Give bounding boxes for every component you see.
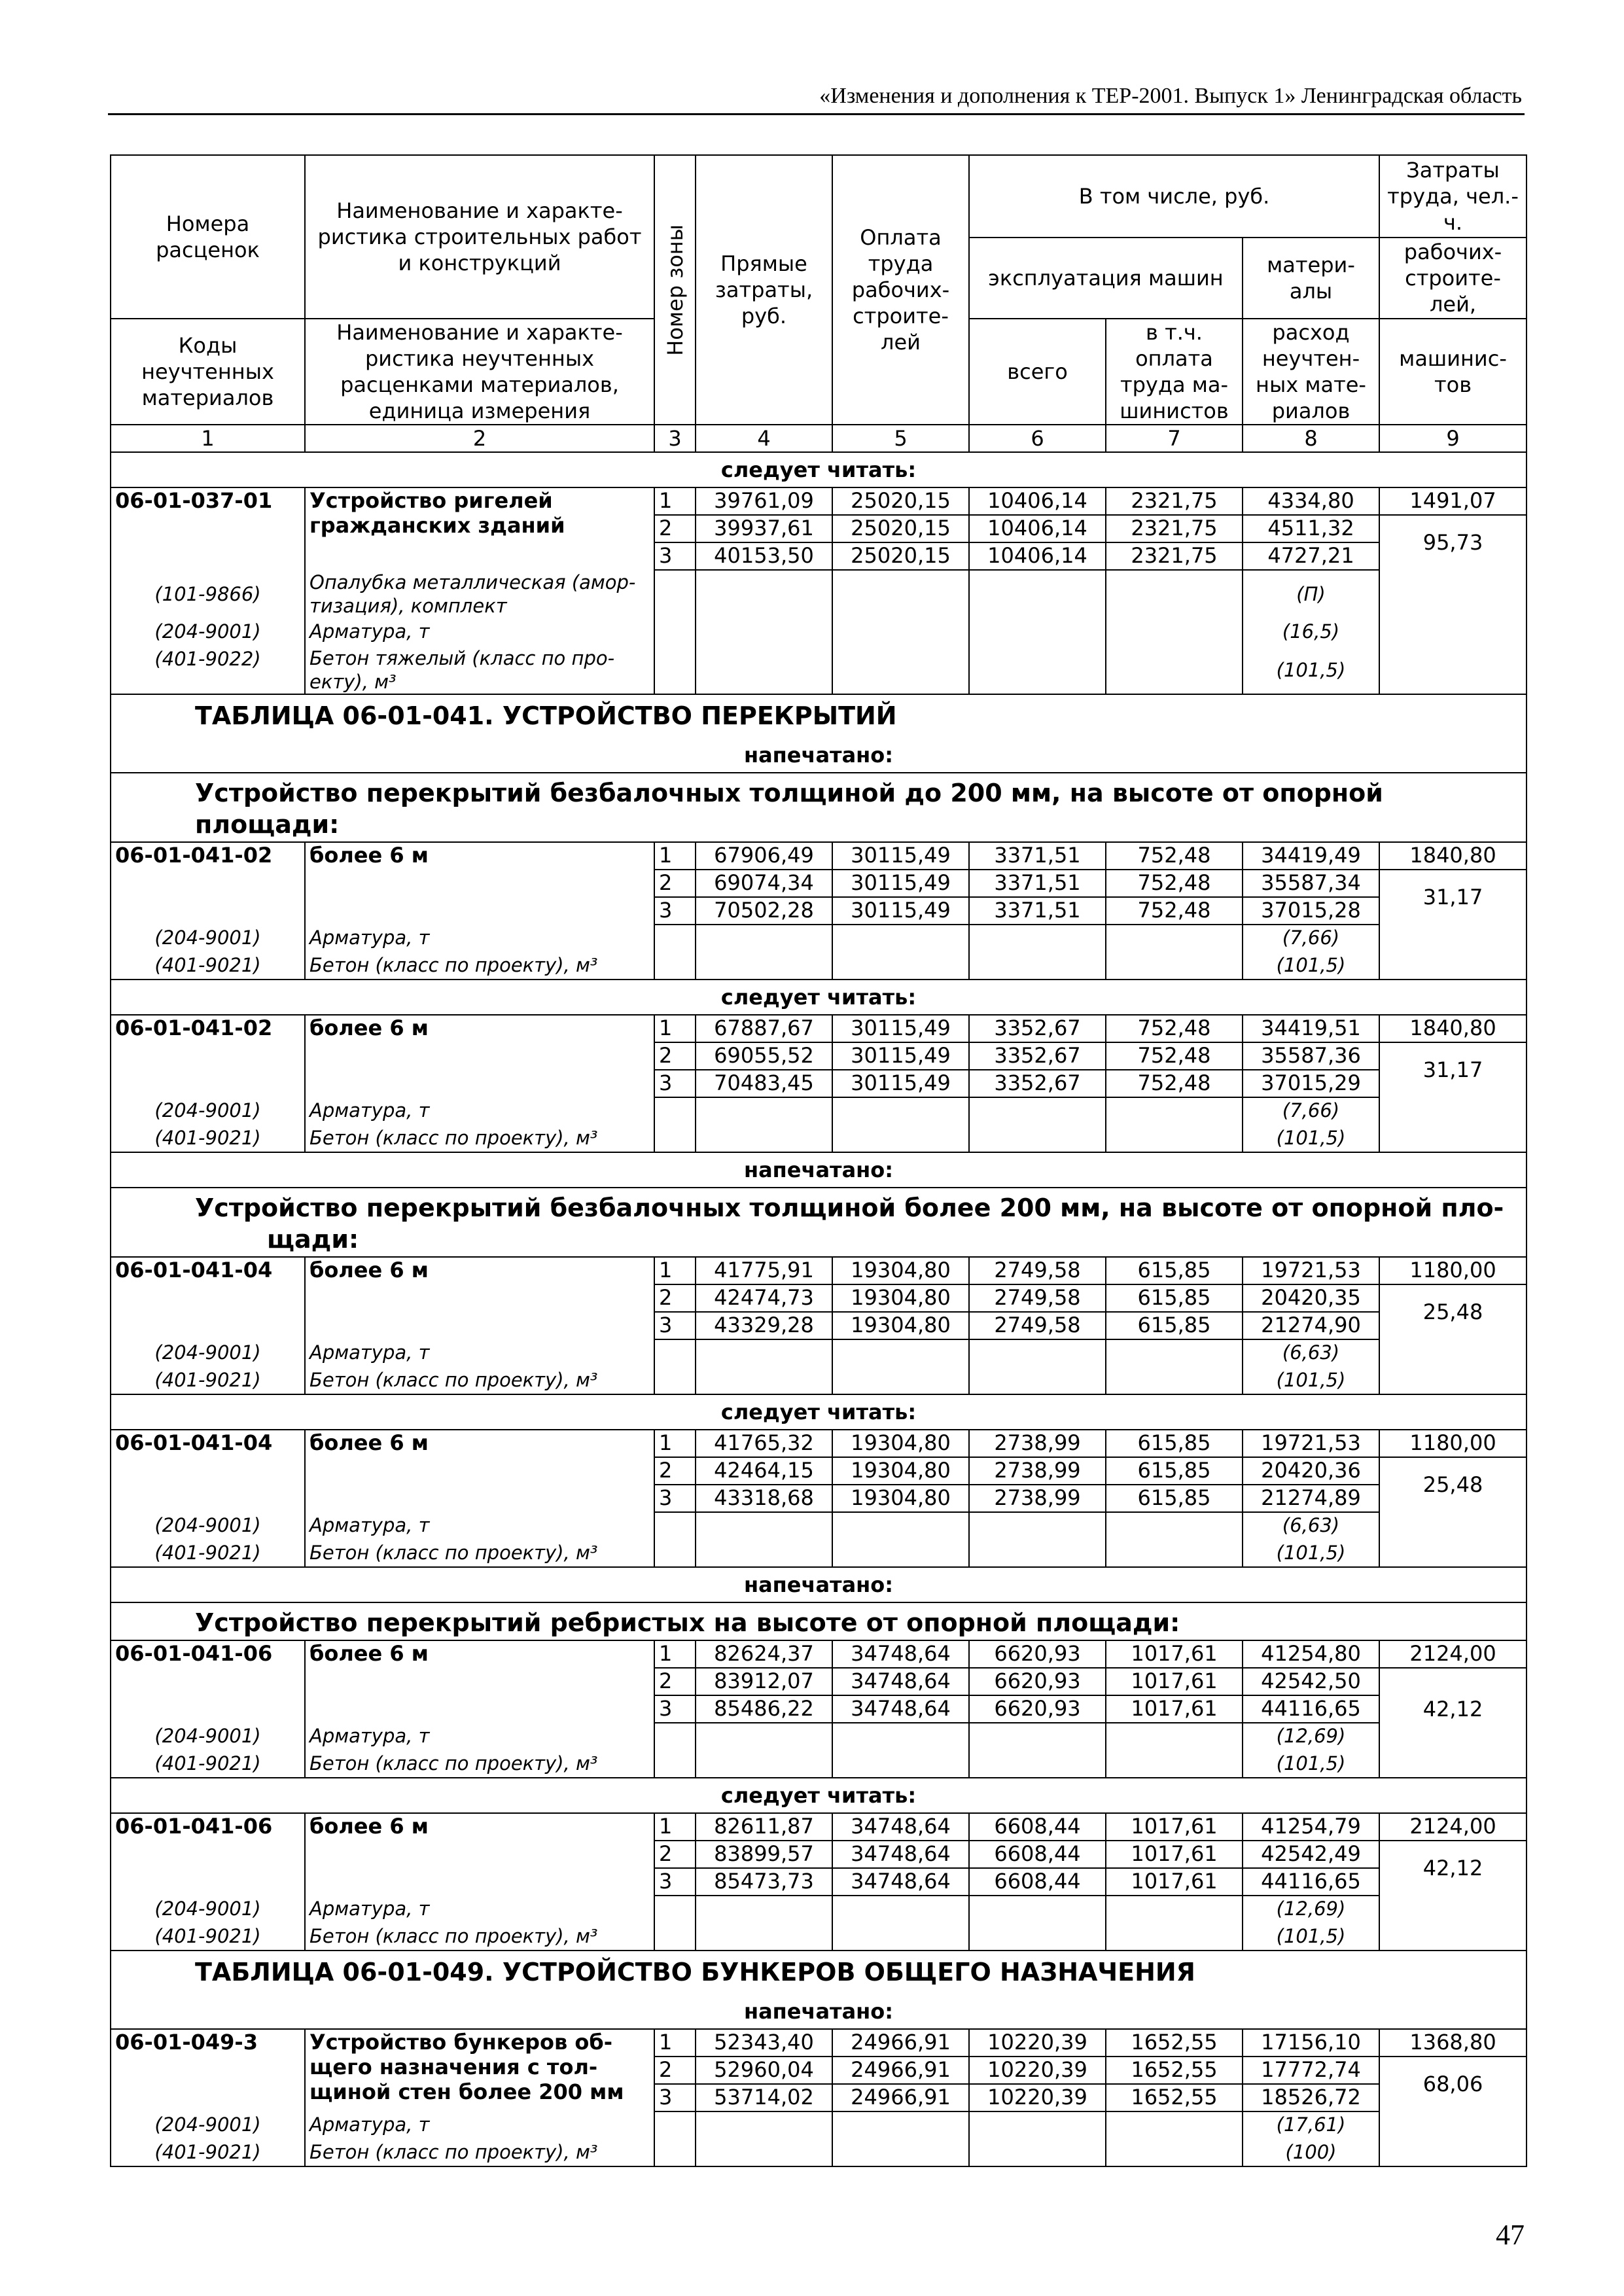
- material-name: Бетон (класс по проекту), м³: [305, 1923, 654, 1951]
- materials: 18526,72: [1243, 2084, 1379, 2111]
- col-header-labour: Затраты труда, чел.-ч.: [1379, 155, 1527, 238]
- wages: 25020,15: [832, 487, 969, 515]
- material-qty: (100): [1243, 2139, 1379, 2166]
- rate-name: более 6 м: [305, 842, 654, 870]
- table-title: ТАБЛИЦА 06-01-049. УСТРОЙСТВО БУНКЕРОВ ОБЩЕГО НАЗНАЧЕНИЯ: [111, 1951, 1527, 1994]
- zone: 2: [654, 1042, 696, 1070]
- operators-pay: 2321,75: [1106, 542, 1243, 570]
- zone: 2: [654, 1668, 696, 1695]
- wages: 19304,80: [832, 1284, 969, 1312]
- materials: 19721,53: [1243, 1257, 1379, 1284]
- rate-name-line: щего назначения с тол-: [309, 2055, 598, 2079]
- material-qty: (101,5): [1243, 646, 1379, 694]
- direct-cost: 83899,57: [696, 1841, 832, 1868]
- caption-printed: напечатано:: [111, 1567, 1527, 1602]
- labour-operators: 31,17: [1379, 870, 1527, 925]
- rate-code: 06-01-041-04: [111, 1430, 305, 1457]
- material-qty: (6,63): [1243, 1339, 1379, 1367]
- zone: 3: [654, 1485, 696, 1512]
- rate-code: 06-01-041-02: [111, 842, 305, 870]
- labour-operators: 68,06: [1379, 2057, 1527, 2111]
- operators-pay: 615,85: [1106, 1284, 1243, 1312]
- material-name: Бетон (класс по проекту), м³: [305, 1125, 654, 1152]
- wages: 19304,80: [832, 1430, 969, 1457]
- zone: 1: [654, 842, 696, 870]
- section-title-line: Устройство перекрытий безбалочных толщиной более 200 мм, на высоте от опорной пло-: [195, 1193, 1504, 1222]
- caption-read-as: следует читать:: [111, 1778, 1527, 1813]
- direct-cost: 83912,07: [696, 1668, 832, 1695]
- machines: 6620,93: [969, 1668, 1106, 1695]
- material-name-line: Бетон тяжелый (класс по про-: [309, 647, 615, 669]
- direct-cost: 67887,67: [696, 1015, 832, 1042]
- operators-pay: 2321,75: [1106, 487, 1243, 515]
- operators-pay: 752,48: [1106, 1015, 1243, 1042]
- machines: 3352,67: [969, 1042, 1106, 1070]
- col-header-including: В том числе, руб.: [969, 155, 1379, 238]
- machines: 3371,51: [969, 897, 1106, 925]
- material-name: Бетон (класс по проекту), м³: [305, 1750, 654, 1778]
- wages: 24966,91: [832, 2084, 969, 2111]
- material-qty: (16,5): [1243, 618, 1379, 646]
- materials: 4727,21: [1243, 542, 1379, 570]
- rate-code: 06-01-041-06: [111, 1813, 305, 1841]
- caption-printed: напечатано:: [111, 737, 1527, 773]
- labour-workers: 2124,00: [1379, 1640, 1527, 1668]
- direct-cost: 42464,15: [696, 1457, 832, 1485]
- material-qty: (12,69): [1243, 1896, 1379, 1923]
- labour-workers: 1840,80: [1379, 1015, 1527, 1042]
- caption-read-as: следует читать:: [111, 980, 1527, 1015]
- material-code: (401-9022): [111, 646, 305, 694]
- operators-pay: 1017,61: [1106, 1640, 1243, 1668]
- zone: 3: [654, 542, 696, 570]
- direct-cost: 82611,87: [696, 1813, 832, 1841]
- col-number: 2: [305, 425, 654, 452]
- rate-code: 06-01-041-06: [111, 1640, 305, 1668]
- material-name: [305, 646, 654, 694]
- operators-pay: 615,85: [1106, 1430, 1243, 1457]
- rate-code: 06-01-037-01: [111, 487, 305, 515]
- labour-operators: 42,12: [1379, 1841, 1527, 1896]
- wages: 30115,49: [832, 870, 969, 897]
- material-qty: (101,5): [1243, 1923, 1379, 1951]
- zone: 3: [654, 1868, 696, 1896]
- col-header-labour-workers: рабочих-строите-лей,: [1379, 238, 1527, 319]
- wages: 30115,49: [832, 1070, 969, 1097]
- direct-cost: 53714,02: [696, 2084, 832, 2111]
- material-name: Бетон (класс по проекту), м³: [305, 2139, 654, 2166]
- rate-name: более 6 м: [305, 1430, 654, 1457]
- rate-name: Устройство ригелей гражданских зданий: [305, 487, 654, 542]
- labour-workers: 1180,00: [1379, 1257, 1527, 1284]
- material-qty: (101,5): [1243, 1125, 1379, 1152]
- wages: 34748,64: [832, 1868, 969, 1896]
- materials: 20420,36: [1243, 1457, 1379, 1485]
- rate-code: 06-01-049-3: [111, 2029, 305, 2057]
- material-code: (401-9021): [111, 1367, 305, 1394]
- material-name: Арматура, т: [305, 1512, 654, 1540]
- material-code: (204-9001): [111, 1723, 305, 1750]
- material-code: (204-9001): [111, 1896, 305, 1923]
- material-code: (401-9021): [111, 2139, 305, 2166]
- machines: 6620,93: [969, 1695, 1106, 1723]
- material-qty: (П): [1243, 570, 1379, 618]
- col-number: 9: [1379, 425, 1527, 452]
- zone: 2: [654, 515, 696, 542]
- col-header-rate-number: Номера расценок: [111, 155, 305, 319]
- operators-pay: 752,48: [1106, 842, 1243, 870]
- direct-cost: 67906,49: [696, 842, 832, 870]
- material-qty: (101,5): [1243, 1750, 1379, 1778]
- header-title: «Изменения и дополнения к ТЕР-2001. Выпуск 1» Ленинградская область: [819, 84, 1522, 108]
- direct-cost: 39761,09: [696, 487, 832, 515]
- col-header-wages: Оплата труда рабочих-строите-лей: [832, 155, 969, 425]
- material-row: [111, 570, 1527, 618]
- wages: 30115,49: [832, 1042, 969, 1070]
- col-number: 4: [696, 425, 832, 452]
- col-number: 3: [654, 425, 696, 452]
- direct-cost: 52343,40: [696, 2029, 832, 2057]
- labour-operators: 31,17: [1379, 1042, 1527, 1097]
- material-name: Арматура, т: [305, 925, 654, 952]
- machines: 2738,99: [969, 1457, 1106, 1485]
- materials: 21274,89: [1243, 1485, 1379, 1512]
- materials: 4511,32: [1243, 515, 1379, 542]
- zone: 1: [654, 2029, 696, 2057]
- col-number: 8: [1243, 425, 1379, 452]
- material-qty: (101,5): [1243, 1540, 1379, 1567]
- zone: 2: [654, 1457, 696, 1485]
- zone: 1: [654, 1257, 696, 1284]
- header-rule: [108, 113, 1525, 115]
- zone-label: Номер зоны: [662, 224, 688, 356]
- material-code: (401-9021): [111, 1540, 305, 1567]
- machines: 2749,58: [969, 1257, 1106, 1284]
- zone: 1: [654, 487, 696, 515]
- labour-workers: 2124,00: [1379, 1813, 1527, 1841]
- machines: 10406,14: [969, 515, 1106, 542]
- materials: 35587,36: [1243, 1042, 1379, 1070]
- caption-read-as: следует читать:: [111, 452, 1527, 487]
- direct-cost: 41765,32: [696, 1430, 832, 1457]
- direct-cost: 69055,52: [696, 1042, 832, 1070]
- operators-pay: 2321,75: [1106, 515, 1243, 542]
- material-qty: (101,5): [1243, 952, 1379, 980]
- material-qty: (101,5): [1243, 1367, 1379, 1394]
- operators-pay: 1017,61: [1106, 1668, 1243, 1695]
- page-header: [108, 77, 1525, 115]
- col-header-work-name: Наименование и характе-ристика строительных работ и конструкций: [305, 155, 654, 319]
- labour-operators: 95,73: [1379, 515, 1527, 570]
- zone: 2: [654, 1841, 696, 1868]
- machines: 2749,58: [969, 1312, 1106, 1339]
- col-number: 6: [969, 425, 1106, 452]
- materials: 17156,10: [1243, 2029, 1379, 2057]
- material-code: (204-9001): [111, 2111, 305, 2139]
- wages: 34748,64: [832, 1813, 969, 1841]
- col-header-exploitation: эксплуатация машин: [969, 238, 1243, 319]
- material-code: (101-9866): [111, 570, 305, 618]
- materials: 20420,35: [1243, 1284, 1379, 1312]
- direct-cost: 43318,68: [696, 1485, 832, 1512]
- rate-name: более 6 м: [305, 1257, 654, 1284]
- caption-printed: напечатано:: [111, 1152, 1527, 1188]
- machines: 6608,44: [969, 1813, 1106, 1841]
- zone: 2: [654, 2057, 696, 2084]
- rates-table-container: [110, 154, 1527, 2167]
- zone: 3: [654, 1695, 696, 1723]
- caption-read-as: следует читать:: [111, 1394, 1527, 1430]
- col-header-material-codes: Коды неучтенных материалов: [111, 319, 305, 425]
- machines: 6620,93: [969, 1640, 1106, 1668]
- machines: 6608,44: [969, 1841, 1106, 1868]
- material-qty: (7,66): [1243, 925, 1379, 952]
- materials: 34419,49: [1243, 842, 1379, 870]
- materials: 35587,34: [1243, 870, 1379, 897]
- operators-pay: 752,48: [1106, 870, 1243, 897]
- section-title-line: щади:: [267, 1225, 359, 1254]
- col-header-labour-operators: машинис-тов: [1379, 319, 1527, 425]
- direct-cost: 85473,73: [696, 1868, 832, 1896]
- wages: 19304,80: [832, 1312, 969, 1339]
- operators-pay: 752,48: [1106, 1070, 1243, 1097]
- material-qty: (6,63): [1243, 1512, 1379, 1540]
- caption-printed: напечатано:: [111, 1994, 1527, 2029]
- operators-pay: 615,85: [1106, 1485, 1243, 1512]
- col-header-material-names: Наименование и характе-ристика неучтенных расценками материалов, единица измерения: [305, 319, 654, 425]
- col-number: 7: [1106, 425, 1243, 452]
- machines: 3352,67: [969, 1070, 1106, 1097]
- rate-row: [111, 487, 1527, 515]
- wages: 34748,64: [832, 1668, 969, 1695]
- materials: 34419,51: [1243, 1015, 1379, 1042]
- materials: 37015,29: [1243, 1070, 1379, 1097]
- zone: 3: [654, 897, 696, 925]
- machines: 2738,99: [969, 1485, 1106, 1512]
- col-header-machines-all: всего: [969, 319, 1106, 425]
- section-title: Устройство перекрытий ребристых на высоте от опорной площади:: [111, 1602, 1527, 1640]
- operators-pay: 1652,55: [1106, 2029, 1243, 2057]
- materials: 42542,49: [1243, 1841, 1379, 1868]
- rates-table: [110, 154, 1527, 2167]
- material-name: [305, 570, 654, 618]
- col-header-operators-pay: в т.ч. оплата труда ма-шинистов: [1106, 319, 1243, 425]
- materials: 41254,80: [1243, 1640, 1379, 1668]
- machines: 2749,58: [969, 1284, 1106, 1312]
- labour-operators: 25,48: [1379, 1284, 1527, 1339]
- labour-operators: 25,48: [1379, 1457, 1527, 1512]
- operators-pay: 1652,55: [1106, 2057, 1243, 2084]
- wages: 25020,15: [832, 515, 969, 542]
- zone: 3: [654, 1070, 696, 1097]
- zone: 1: [654, 1015, 696, 1042]
- machines: 10406,14: [969, 542, 1106, 570]
- labour-operators: 42,12: [1379, 1668, 1527, 1750]
- material-name-line: екту), м³: [309, 671, 397, 693]
- col-header-materials-use: расход неучтен-ных мате-риалов: [1243, 319, 1379, 425]
- operators-pay: 615,85: [1106, 1312, 1243, 1339]
- col-header-materials: матери-алы: [1243, 238, 1379, 319]
- material-name: Бетон (класс по проекту), м³: [305, 952, 654, 980]
- direct-cost: 70483,45: [696, 1070, 832, 1097]
- materials: 19721,53: [1243, 1430, 1379, 1457]
- section-title: Устройство перекрытий безбалочных толщиной до 200 мм, на высоте от опорной площади:: [111, 773, 1527, 842]
- material-code: (401-9021): [111, 1125, 305, 1152]
- labour-workers: 1180,00: [1379, 1430, 1527, 1457]
- zone: 2: [654, 870, 696, 897]
- machines: 10220,39: [969, 2057, 1106, 2084]
- rate-code: 06-01-041-02: [111, 1015, 305, 1042]
- material-code: (204-9001): [111, 925, 305, 952]
- materials: 42542,50: [1243, 1668, 1379, 1695]
- wages: 34748,64: [832, 1640, 969, 1668]
- wages: 19304,80: [832, 1457, 969, 1485]
- material-code: (204-9001): [111, 1097, 305, 1125]
- operators-pay: 615,85: [1106, 1457, 1243, 1485]
- rate-name-line: Устройство бункеров об-: [309, 2030, 613, 2055]
- rate-name: [305, 2029, 654, 2111]
- operators-pay: 615,85: [1106, 1257, 1243, 1284]
- col-number: 1: [111, 425, 305, 452]
- direct-cost: 42474,73: [696, 1284, 832, 1312]
- wages: 34748,64: [832, 1695, 969, 1723]
- wages: 30115,49: [832, 897, 969, 925]
- material-name-line: тизация), комплект: [309, 595, 507, 617]
- machines: 6608,44: [969, 1868, 1106, 1896]
- zone: 2: [654, 1284, 696, 1312]
- material-name: Бетон (класс по проекту), м³: [305, 1367, 654, 1394]
- direct-cost: 43329,28: [696, 1312, 832, 1339]
- wages: 34748,64: [832, 1841, 969, 1868]
- operators-pay: 1017,61: [1106, 1841, 1243, 1868]
- material-name: Арматура, т: [305, 618, 654, 646]
- table-title: ТАБЛИЦА 06-01-041. УСТРОЙСТВО ПЕРЕКРЫТИЙ: [111, 694, 1527, 737]
- labour-workers: 1840,80: [1379, 842, 1527, 870]
- rate-name: более 6 м: [305, 1813, 654, 1841]
- page-number: 47: [1496, 2219, 1525, 2251]
- material-name: Арматура, т: [305, 1896, 654, 1923]
- material-qty: (7,66): [1243, 1097, 1379, 1125]
- materials: 41254,79: [1243, 1813, 1379, 1841]
- material-name: Арматура, т: [305, 1723, 654, 1750]
- labour-workers: 1368,80: [1379, 2029, 1527, 2057]
- wages: 24966,91: [832, 2057, 969, 2084]
- operators-pay: 752,48: [1106, 1042, 1243, 1070]
- operators-pay: 1652,55: [1106, 2084, 1243, 2111]
- material-code: (401-9021): [111, 952, 305, 980]
- materials: 44116,65: [1243, 1868, 1379, 1896]
- zone: 3: [654, 1312, 696, 1339]
- material-qty: (12,69): [1243, 1723, 1379, 1750]
- materials: 37015,28: [1243, 897, 1379, 925]
- materials: 4334,80: [1243, 487, 1379, 515]
- material-code: (204-9001): [111, 1339, 305, 1367]
- operators-pay: 1017,61: [1106, 1695, 1243, 1723]
- materials: 21274,90: [1243, 1312, 1379, 1339]
- operators-pay: 752,48: [1106, 897, 1243, 925]
- wages: 30115,49: [832, 1015, 969, 1042]
- direct-cost: 40153,50: [696, 542, 832, 570]
- materials: 17772,74: [1243, 2057, 1379, 2084]
- rate-name: более 6 м: [305, 1015, 654, 1042]
- material-code: (204-9001): [111, 618, 305, 646]
- direct-cost: 41775,91: [696, 1257, 832, 1284]
- machines: 10406,14: [969, 487, 1106, 515]
- direct-cost: 82624,37: [696, 1640, 832, 1668]
- wages: 30115,49: [832, 842, 969, 870]
- material-code: (204-9001): [111, 1512, 305, 1540]
- direct-cost: 69074,34: [696, 870, 832, 897]
- material-name: Бетон (класс по проекту), м³: [305, 1540, 654, 1567]
- direct-cost: 52960,04: [696, 2057, 832, 2084]
- wages: 19304,80: [832, 1257, 969, 1284]
- material-name: Арматура, т: [305, 1097, 654, 1125]
- rate-code: 06-01-041-04: [111, 1257, 305, 1284]
- material-row: [111, 646, 1527, 694]
- machines: 10220,39: [969, 2029, 1106, 2057]
- direct-cost: 39937,61: [696, 515, 832, 542]
- zone: 1: [654, 1640, 696, 1668]
- machines: 3371,51: [969, 870, 1106, 897]
- col-header-zone: [654, 155, 696, 425]
- rate-row: [111, 542, 1527, 570]
- operators-pay: 1017,61: [1106, 1813, 1243, 1841]
- section-title: [111, 1188, 1527, 1257]
- col-header-direct-costs: Прямые затраты, руб.: [696, 155, 832, 425]
- rate-name: более 6 м: [305, 1640, 654, 1668]
- rate-name-line: щиной стен более 200 мм: [309, 2079, 624, 2104]
- wages: 19304,80: [832, 1485, 969, 1512]
- materials: 44116,65: [1243, 1695, 1379, 1723]
- direct-cost: 85486,22: [696, 1695, 832, 1723]
- machines: 10220,39: [969, 2084, 1106, 2111]
- col-number: 5: [832, 425, 969, 452]
- material-code: (401-9021): [111, 1750, 305, 1778]
- machines: 3371,51: [969, 842, 1106, 870]
- material-row: [111, 618, 1527, 646]
- operators-pay: 1017,61: [1106, 1868, 1243, 1896]
- zone: 3: [654, 2084, 696, 2111]
- material-code: (401-9021): [111, 1923, 305, 1951]
- zone: 1: [654, 1813, 696, 1841]
- labour-workers: 1491,07: [1379, 487, 1527, 515]
- material-name: Арматура, т: [305, 2111, 654, 2139]
- wages: 24966,91: [832, 2029, 969, 2057]
- material-name: Арматура, т: [305, 1339, 654, 1367]
- zone: 1: [654, 1430, 696, 1457]
- material-qty: (17,61): [1243, 2111, 1379, 2139]
- machines: 3352,67: [969, 1015, 1106, 1042]
- material-name-line: Опалубка металлическая (амор-: [309, 571, 636, 593]
- direct-cost: 70502,28: [696, 897, 832, 925]
- wages: 25020,15: [832, 542, 969, 570]
- machines: 2738,99: [969, 1430, 1106, 1457]
